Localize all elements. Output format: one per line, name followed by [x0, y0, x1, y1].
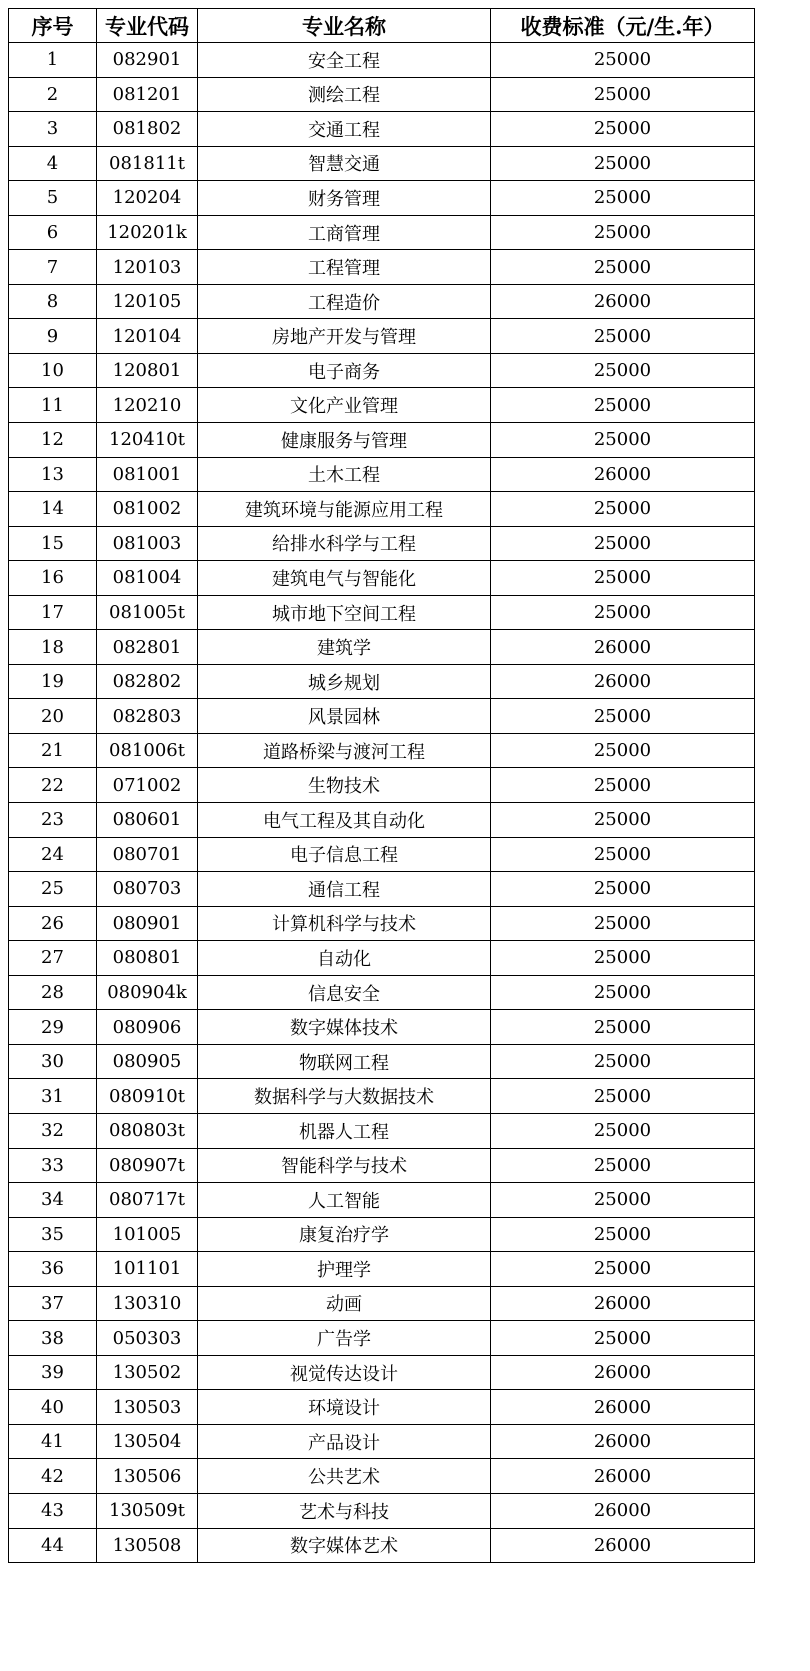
cell-serial-number: 23 — [9, 803, 97, 838]
cell-major-code: 080904k — [97, 975, 198, 1010]
cell-fee: 25000 — [491, 112, 755, 147]
table-row — [9, 1321, 755, 1356]
cell-major-name: 数字媒体技术 — [198, 1010, 491, 1045]
cell-fee: 26000 — [491, 1424, 755, 1459]
cell-serial-number: 44 — [9, 1528, 97, 1563]
cell-serial-number: 25 — [9, 872, 97, 907]
cell-fee: 25000 — [491, 1148, 755, 1183]
table-row — [9, 250, 755, 285]
cell-serial-number: 22 — [9, 768, 97, 803]
table-row — [9, 492, 755, 527]
cell-fee: 25000 — [491, 1217, 755, 1252]
cell-fee: 26000 — [491, 1459, 755, 1494]
table-row — [9, 595, 755, 630]
cell-major-name: 康复治疗学 — [198, 1217, 491, 1252]
cell-major-name: 工商管理 — [198, 215, 491, 250]
cell-major-name: 给排水科学与工程 — [198, 526, 491, 561]
cell-serial-number: 13 — [9, 457, 97, 492]
table-row — [9, 423, 755, 458]
cell-major-name: 工程造价 — [198, 284, 491, 319]
table-row — [9, 215, 755, 250]
cell-serial-number: 26 — [9, 906, 97, 941]
cell-major-code: 080803t — [97, 1113, 198, 1148]
table-row — [9, 561, 755, 596]
cell-serial-number: 28 — [9, 975, 97, 1010]
cell-major-code: 082802 — [97, 664, 198, 699]
cell-serial-number: 18 — [9, 630, 97, 665]
cell-major-name: 数据科学与大数据技术 — [198, 1079, 491, 1114]
cell-fee: 25000 — [491, 1252, 755, 1287]
cell-fee: 26000 — [491, 1390, 755, 1425]
cell-fee: 25000 — [491, 975, 755, 1010]
cell-major-code: 120201k — [97, 215, 198, 250]
table-row — [9, 837, 755, 872]
cell-fee: 25000 — [491, 1079, 755, 1114]
table-row — [9, 1252, 755, 1287]
cell-serial-number: 29 — [9, 1010, 97, 1045]
cell-serial-number: 40 — [9, 1390, 97, 1425]
table-row — [9, 1355, 755, 1390]
cell-fee: 25000 — [491, 215, 755, 250]
cell-major-name: 物联网工程 — [198, 1044, 491, 1079]
cell-major-name: 计算机科学与技术 — [198, 906, 491, 941]
cell-serial-number: 38 — [9, 1321, 97, 1356]
cell-major-name: 护理学 — [198, 1252, 491, 1287]
cell-major-name: 道路桥梁与渡河工程 — [198, 733, 491, 768]
header-serial-number: 序号 — [9, 9, 97, 43]
cell-serial-number: 5 — [9, 181, 97, 216]
cell-fee: 25000 — [491, 1044, 755, 1079]
table-row — [9, 733, 755, 768]
cell-fee: 26000 — [491, 630, 755, 665]
cell-major-code: 130310 — [97, 1286, 198, 1321]
cell-serial-number: 33 — [9, 1148, 97, 1183]
cell-major-name: 土木工程 — [198, 457, 491, 492]
cell-serial-number: 9 — [9, 319, 97, 354]
table-row — [9, 975, 755, 1010]
cell-serial-number: 37 — [9, 1286, 97, 1321]
cell-major-name: 环境设计 — [198, 1390, 491, 1425]
cell-major-name: 风景园林 — [198, 699, 491, 734]
table-row — [9, 699, 755, 734]
cell-major-name: 智能科学与技术 — [198, 1148, 491, 1183]
table-row — [9, 146, 755, 181]
cell-serial-number: 1 — [9, 43, 97, 78]
cell-fee: 26000 — [491, 1286, 755, 1321]
cell-major-code: 120210 — [97, 388, 198, 423]
cell-serial-number: 31 — [9, 1079, 97, 1114]
table-row — [9, 1424, 755, 1459]
cell-major-code: 130503 — [97, 1390, 198, 1425]
cell-major-code: 080717t — [97, 1183, 198, 1218]
cell-major-name: 电气工程及其自动化 — [198, 803, 491, 838]
cell-fee: 25000 — [491, 699, 755, 734]
cell-fee: 25000 — [491, 492, 755, 527]
cell-serial-number: 3 — [9, 112, 97, 147]
cell-fee: 25000 — [491, 803, 755, 838]
cell-major-code: 081005t — [97, 595, 198, 630]
cell-major-name: 建筑电气与智能化 — [198, 561, 491, 596]
tuition-fee-table — [8, 8, 755, 1563]
cell-serial-number: 43 — [9, 1493, 97, 1528]
cell-major-code: 120104 — [97, 319, 198, 354]
table-body — [9, 43, 755, 1563]
cell-major-code: 071002 — [97, 768, 198, 803]
cell-major-code: 120103 — [97, 250, 198, 285]
cell-major-name: 智慧交通 — [198, 146, 491, 181]
table-row — [9, 1183, 755, 1218]
cell-major-code: 081802 — [97, 112, 198, 147]
cell-fee: 25000 — [491, 353, 755, 388]
cell-major-code: 080801 — [97, 941, 198, 976]
cell-serial-number: 24 — [9, 837, 97, 872]
table-row — [9, 1044, 755, 1079]
table-row — [9, 1459, 755, 1494]
cell-major-code: 080901 — [97, 906, 198, 941]
cell-serial-number: 19 — [9, 664, 97, 699]
cell-major-name: 公共艺术 — [198, 1459, 491, 1494]
cell-major-code: 081004 — [97, 561, 198, 596]
cell-major-code: 080907t — [97, 1148, 198, 1183]
table-row — [9, 319, 755, 354]
cell-fee: 25000 — [491, 526, 755, 561]
cell-serial-number: 39 — [9, 1355, 97, 1390]
cell-serial-number: 21 — [9, 733, 97, 768]
table-row — [9, 664, 755, 699]
cell-major-name: 健康服务与管理 — [198, 423, 491, 458]
cell-serial-number: 20 — [9, 699, 97, 734]
cell-major-code: 081003 — [97, 526, 198, 561]
cell-fee: 25000 — [491, 146, 755, 181]
cell-major-name: 广告学 — [198, 1321, 491, 1356]
table-row — [9, 1390, 755, 1425]
table-row — [9, 388, 755, 423]
cell-serial-number: 6 — [9, 215, 97, 250]
cell-major-name: 建筑环境与能源应用工程 — [198, 492, 491, 527]
cell-fee: 25000 — [491, 1010, 755, 1045]
cell-major-name: 自动化 — [198, 941, 491, 976]
cell-major-code: 080905 — [97, 1044, 198, 1079]
cell-major-name: 交通工程 — [198, 112, 491, 147]
cell-major-code: 081811t — [97, 146, 198, 181]
cell-fee: 25000 — [491, 423, 755, 458]
cell-major-name: 机器人工程 — [198, 1113, 491, 1148]
cell-fee: 25000 — [491, 388, 755, 423]
cell-fee: 25000 — [491, 181, 755, 216]
cell-major-code: 130502 — [97, 1355, 198, 1390]
cell-major-name: 房地产开发与管理 — [198, 319, 491, 354]
header-fee-standard: 收费标准（元/生.年） — [491, 9, 755, 43]
table-row — [9, 872, 755, 907]
cell-serial-number: 2 — [9, 77, 97, 112]
cell-fee: 25000 — [491, 319, 755, 354]
table-header-row — [9, 9, 755, 43]
cell-major-code: 130506 — [97, 1459, 198, 1494]
header-major-code: 专业代码 — [97, 9, 198, 43]
cell-major-name: 测绘工程 — [198, 77, 491, 112]
cell-serial-number: 41 — [9, 1424, 97, 1459]
cell-fee: 25000 — [491, 768, 755, 803]
cell-serial-number: 10 — [9, 353, 97, 388]
cell-major-code: 081001 — [97, 457, 198, 492]
cell-serial-number: 15 — [9, 526, 97, 561]
cell-fee: 26000 — [491, 664, 755, 699]
cell-major-code: 101101 — [97, 1252, 198, 1287]
cell-major-name: 动画 — [198, 1286, 491, 1321]
cell-serial-number: 12 — [9, 423, 97, 458]
table-row — [9, 1079, 755, 1114]
cell-major-code: 080601 — [97, 803, 198, 838]
cell-fee: 25000 — [491, 43, 755, 78]
table-row — [9, 284, 755, 319]
cell-major-code: 081006t — [97, 733, 198, 768]
cell-major-name: 产品设计 — [198, 1424, 491, 1459]
cell-fee: 26000 — [491, 284, 755, 319]
cell-major-name: 电子信息工程 — [198, 837, 491, 872]
cell-major-name: 人工智能 — [198, 1183, 491, 1218]
cell-serial-number: 17 — [9, 595, 97, 630]
cell-major-code: 082801 — [97, 630, 198, 665]
cell-serial-number: 42 — [9, 1459, 97, 1494]
table-row — [9, 803, 755, 838]
cell-fee: 25000 — [491, 906, 755, 941]
cell-major-code: 130504 — [97, 1424, 198, 1459]
table-row — [9, 112, 755, 147]
table-row — [9, 1148, 755, 1183]
cell-fee: 25000 — [491, 250, 755, 285]
cell-major-code: 120801 — [97, 353, 198, 388]
cell-major-code: 080703 — [97, 872, 198, 907]
cell-serial-number: 32 — [9, 1113, 97, 1148]
cell-major-code: 081201 — [97, 77, 198, 112]
table-row — [9, 457, 755, 492]
cell-major-code: 101005 — [97, 1217, 198, 1252]
cell-fee: 25000 — [491, 837, 755, 872]
cell-fee: 25000 — [491, 1183, 755, 1218]
fee-table-container — [8, 8, 755, 1563]
cell-serial-number: 4 — [9, 146, 97, 181]
cell-major-code: 130509t — [97, 1493, 198, 1528]
cell-major-code: 082901 — [97, 43, 198, 78]
table-row — [9, 1113, 755, 1148]
cell-fee: 25000 — [491, 1113, 755, 1148]
table-row — [9, 768, 755, 803]
cell-fee: 25000 — [491, 77, 755, 112]
table-row — [9, 1217, 755, 1252]
cell-serial-number: 11 — [9, 388, 97, 423]
cell-serial-number: 35 — [9, 1217, 97, 1252]
table-row — [9, 181, 755, 216]
cell-major-name: 生物技术 — [198, 768, 491, 803]
cell-serial-number: 7 — [9, 250, 97, 285]
cell-serial-number: 34 — [9, 1183, 97, 1218]
cell-major-name: 电子商务 — [198, 353, 491, 388]
cell-major-name: 财务管理 — [198, 181, 491, 216]
cell-fee: 25000 — [491, 561, 755, 596]
cell-fee: 25000 — [491, 1321, 755, 1356]
cell-major-code: 120105 — [97, 284, 198, 319]
cell-fee: 26000 — [491, 1528, 755, 1563]
cell-major-name: 工程管理 — [198, 250, 491, 285]
cell-fee: 25000 — [491, 595, 755, 630]
cell-major-name: 城市地下空间工程 — [198, 595, 491, 630]
cell-major-code: 081002 — [97, 492, 198, 527]
cell-serial-number: 30 — [9, 1044, 97, 1079]
cell-major-name: 文化产业管理 — [198, 388, 491, 423]
cell-major-name: 艺术与科技 — [198, 1493, 491, 1528]
cell-fee: 25000 — [491, 733, 755, 768]
cell-serial-number: 14 — [9, 492, 97, 527]
table-row — [9, 906, 755, 941]
cell-serial-number: 36 — [9, 1252, 97, 1287]
cell-major-name: 视觉传达设计 — [198, 1355, 491, 1390]
cell-fee: 26000 — [491, 1355, 755, 1390]
cell-major-name: 建筑学 — [198, 630, 491, 665]
cell-serial-number: 8 — [9, 284, 97, 319]
header-major-name: 专业名称 — [198, 9, 491, 43]
cell-major-code: 082803 — [97, 699, 198, 734]
cell-major-code: 130508 — [97, 1528, 198, 1563]
cell-major-code: 120410t — [97, 423, 198, 458]
table-row — [9, 1528, 755, 1563]
cell-major-code: 050303 — [97, 1321, 198, 1356]
cell-major-code: 080910t — [97, 1079, 198, 1114]
cell-major-code: 080906 — [97, 1010, 198, 1045]
cell-major-name: 信息安全 — [198, 975, 491, 1010]
cell-fee: 25000 — [491, 872, 755, 907]
table-row — [9, 353, 755, 388]
table-row — [9, 630, 755, 665]
cell-major-code: 120204 — [97, 181, 198, 216]
cell-major-code: 080701 — [97, 837, 198, 872]
table-row — [9, 941, 755, 976]
table-row — [9, 1493, 755, 1528]
cell-major-name: 通信工程 — [198, 872, 491, 907]
cell-major-name: 安全工程 — [198, 43, 491, 78]
cell-fee: 26000 — [491, 457, 755, 492]
cell-major-name: 城乡规划 — [198, 664, 491, 699]
table-row — [9, 526, 755, 561]
cell-major-name: 数字媒体艺术 — [198, 1528, 491, 1563]
cell-fee: 25000 — [491, 941, 755, 976]
table-row — [9, 1286, 755, 1321]
cell-fee: 26000 — [491, 1493, 755, 1528]
cell-serial-number: 27 — [9, 941, 97, 976]
table-row — [9, 1010, 755, 1045]
table-row — [9, 77, 755, 112]
cell-serial-number: 16 — [9, 561, 97, 596]
table-row — [9, 43, 755, 78]
